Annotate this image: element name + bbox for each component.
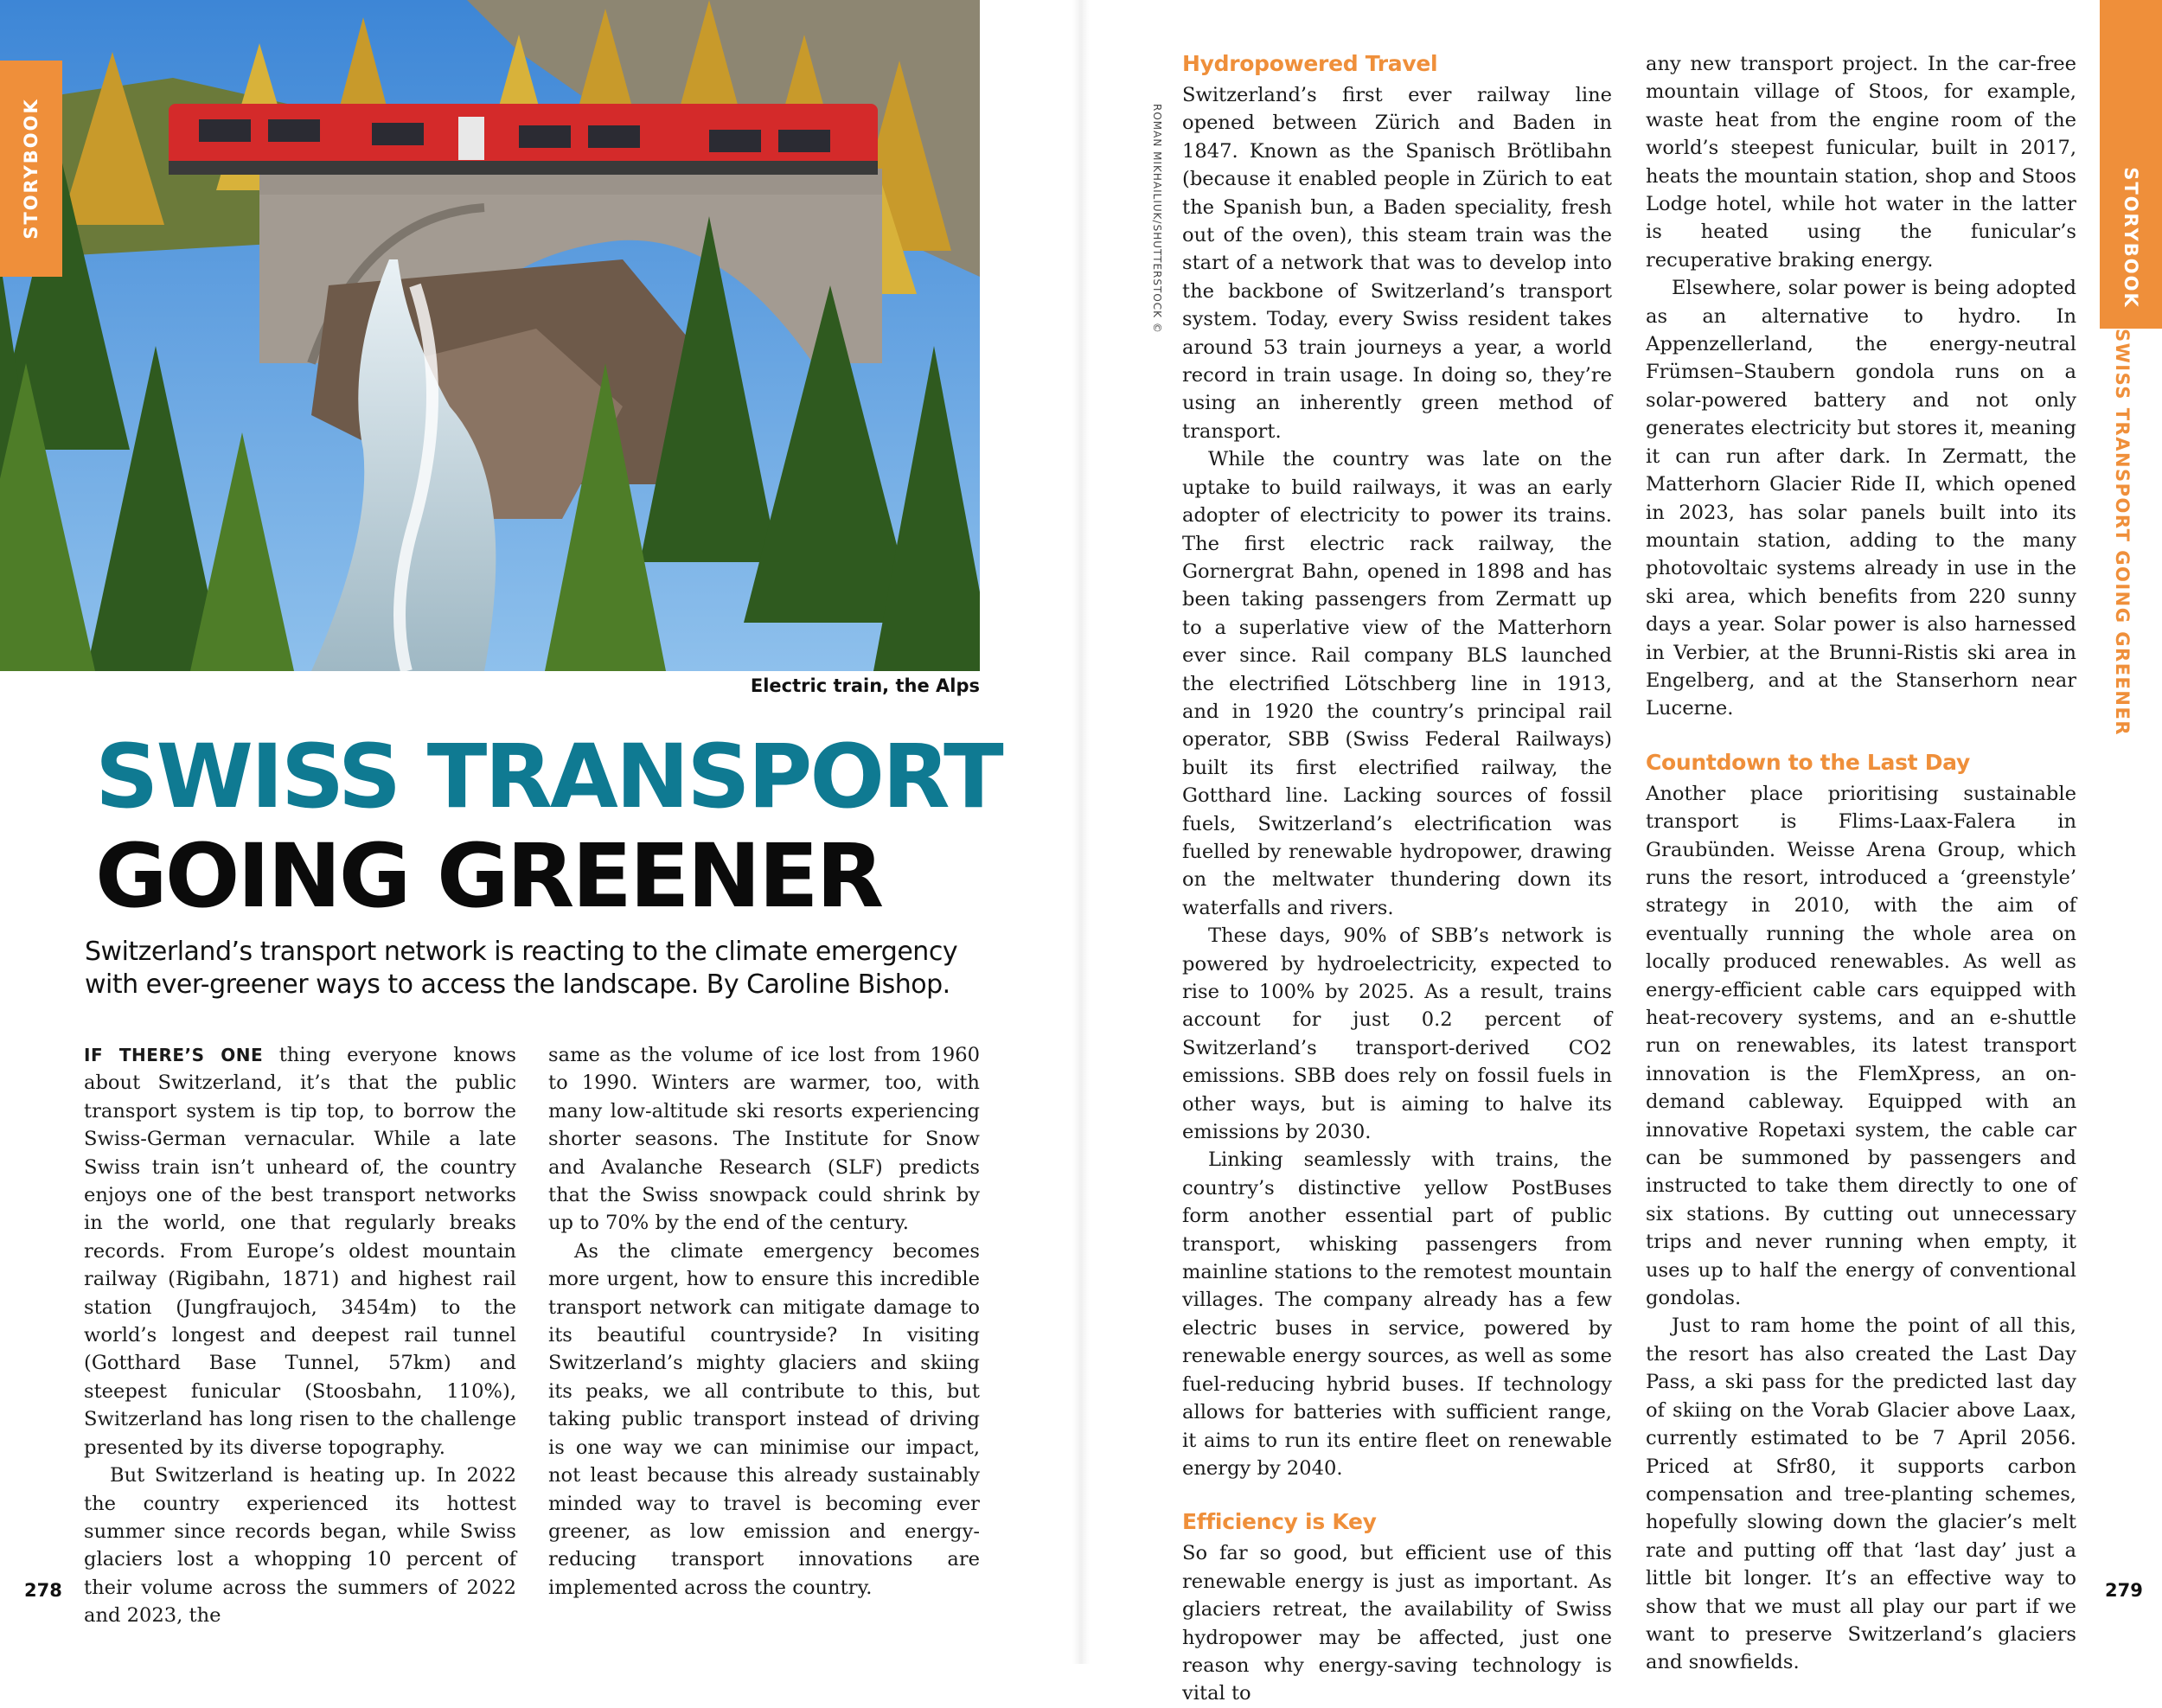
standfirst: Switzerland’s transport network is reacting to the climate emergency with ever-greener ways to access the landscape. By Caroline Bishop.: [85, 937, 958, 1001]
lead-in: IF THERE’S ONE: [84, 1045, 264, 1065]
paragraph: Linking seamlessly with trains, the country’s distinctive yellow PostBuses form another essential part of public transport, whisking passengers from mainline stations to the remotest mountain villages. The company already has a few electric buses in service, powered by renewable energy sources, as well as some fuel-reducing hybrid buses. If technology allows for batteries with sufficient range, it aims to run its entire fleet on renewable energy by 2040.: [1182, 1148, 1612, 1480]
body-column-4: [1646, 50, 2076, 1677]
photo-caption: Electric train, the Alps: [750, 675, 980, 696]
body-column-3: [1182, 50, 1612, 1708]
section-tab-label: STORYBOOK: [2120, 167, 2141, 309]
page-number-right: 279: [2105, 1580, 2143, 1601]
page-number-left: 278: [24, 1580, 62, 1601]
left-page: [0, 0, 1081, 1664]
paragraph: Just to ram home the point of all this, the resort has also created the Last Day Pass, a ski pass for the predicted last day of skiing on the Vorab Glacier above Laax, currently estimated to be 7 April 2056. Priced at Sfr80, it supports carbon compensation and tree-planting schemes, hopefully slowing down the glacier’s melt rate and putting off that ‘last day’ just a little bit longer. It’s an effective way to show that we must all play our part if we want to preserve Switzerland’s glaciers and snowfields.: [1646, 1315, 2076, 1674]
paragraph: Elsewhere, solar power is being adopted as an alternative to hydro. In Appenzellerland, the energy-neutral Frümsen–Staubern gondola runs on a solar-powered battery and not only generates electricity but stores it, meaning it can run after dark. In Zermatt, the Matterhorn Glacier Ride II, which opened in 2023, has solar panels built into its mountain station, adding to the many photovoltaic systems already in use in the ski area, which benefits from 220 sunny days a year. Solar power is also harnessed in Verbier, at the Brunni-Ristis ski area in Engelberg, and at the Stanserhorn near Lucerne.: [1646, 277, 2076, 720]
paragraph: As the climate emergency becomes more urgent, how to ensure this incredible transport network can mitigate damage to its beautiful countryside? In visiting Switzerland’s mighty glaciers and skiing its peaks, we all contribute to this, but taking public transport instead of driving is one way we can minimise our impact, not least because this already sustainably minded way to travel is becoming ever greener, as low emission and energy-reducing transport innovations are implemented across the country.: [548, 1239, 980, 1599]
headline-line-2: GOING GREENER: [95, 825, 882, 928]
paragraph: So far so good, but efficient use of this renewable energy is just as important. As glaciers retreat, the availability of Swiss hydropower may be affected, just one reason why energy-saving technology is vital to: [1182, 1542, 1612, 1705]
body-column-1: [84, 1041, 516, 1630]
electric-train-image: [0, 0, 980, 671]
headline-line-1: SWISS TRANSPORT: [95, 726, 1001, 828]
page-gutter: [1072, 0, 1090, 1664]
paragraph-text: thing everyone knows about Switzerland, it’s that the public transport system is tip top, to borrow the Swiss-German vernacular. While a late Swiss train isn’t unheard of, the country enjoys one of the best transport networks in the world, one that regularly breaks records. From Europe’s oldest mountain railway (Rigibahn, 1871) and highest rail station (Jungfraujoch, 3454m) to the world’s longest and deepest rail tunnel (Gotthard Base Tunnel, 57km) and steepest funicular (Stoosbahn, 110%), Switzerland has long risen to the challenge presented by its diverse topography.: [84, 1044, 516, 1459]
subheading: Efficiency is Key: [1182, 1509, 1377, 1535]
paragraph: While the country was late on the uptake to build railways, it was an early adopter of electricity to power its trains. The first electric rack railway, the Gornergrat Bahn, opened in 1898 and has been taking passengers from Zermatt up to a superlative view of the Matterhorn ever since. Rail company BLS launched the electrified Lötschberg line in 1913, and in 1920 the country’s principal rail operator, SBB (Swiss Federal Railways) built its first electrified railway, the Gotthard line. Lacking sources of fossil fuels, Switzerland’s electrification was fuelled by renewable hydropower, drawing on the meltwater thundering down its waterfalls and rivers.: [1182, 448, 1612, 919]
paragraph: But Switzerland is heating up. In 2022 the country experienced its hottest summer since records began, while Swiss glaciers lost a whopping 10 percent of their volume across the summers of 2022 and 2023, the: [84, 1464, 516, 1628]
train-photo: [0, 0, 980, 671]
subheading: Hydropowered Travel: [1182, 51, 1438, 76]
running-title: SWISS TRANSPORT GOING GREENER: [2112, 329, 2133, 736]
section-tab-right: [2100, 0, 2162, 329]
paragraph: Switzerland’s first ever railway line opened between Zürich and Baden in 1847. Known as the Spanisch Brötlibahn (because it enabled people in Zürich to eat the Spanish bun, a Baden speciality, fresh out of the oven), this steam train was the start of a network that was to develop into the backbone of Switzerland’s transport system. Today, every Swiss resident takes around 53 train journeys a year, a world record in train usage. In doing so, they’re using an inherently green method of transport.: [1182, 84, 1612, 443]
spacer: [1182, 1482, 1612, 1508]
paragraph: Another place prioritising sustainable transport is Flims-Laax-Falera in Graubünden. Weisse Arena Group, which runs the resort, introduced a ‘greenstyle’ strategy in 2010, with the aim of eventually running the whole area on locally produced renewables. As well as energy-efficient cable cars equipped with heat-recovery systems, and an e-shuttle run on renewables, its latest transport innovation is the FlemXpress, an on-demand cableway. Equipped with an innovative Ropetaxi system, the cable car can be summoned by passengers and instructed to take them directly to one of six stations. By cutting out unnecessary trips and never running when empty, it uses up to half the energy of conventional gondolas.: [1646, 782, 2076, 1310]
section-tab-label: STORYBOOK: [21, 98, 42, 240]
spacer: [1646, 723, 2076, 749]
paragraph: [84, 1041, 516, 1462]
subheading: Countdown to the Last Day: [1646, 749, 1970, 775]
photo-credit: ROMAN MIKHAILIUK/SHUTTERSTOCK ©: [1151, 104, 1163, 334]
body-column-2: [548, 1041, 980, 1602]
paragraph: These days, 90% of SBB’s network is powered by hydroelectricity, expected to rise to 100% by 2025. As a result, trains account for just 0.2 percent of Switzerland’s transport-derived CO2 emissions. SBB does rely on fossil fuels in other ways, but is aiming to halve its emissions by 2030.: [1182, 924, 1612, 1144]
paragraph: any new transport project. In the car-free mountain village of Stoos, for example, waste heat from the engine room of the world’s steepest funicular, built in 2017, heats the mountain station, shop and Stoos Lodge hotel, while hot water in the latter is heated using the funicular’s recuperative braking energy.: [1646, 53, 2076, 272]
paragraph: same as the volume of ice lost from 1960 to 1990. Winters are warmer, too, with many low-altitude ski resorts experiencing shorter seasons. The Institute for Snow and Avalanche Research (SLF) predicts that the Swiss snowpack could shrink by up to 70% by the end of the century.: [548, 1044, 980, 1235]
section-tab: [0, 61, 62, 277]
